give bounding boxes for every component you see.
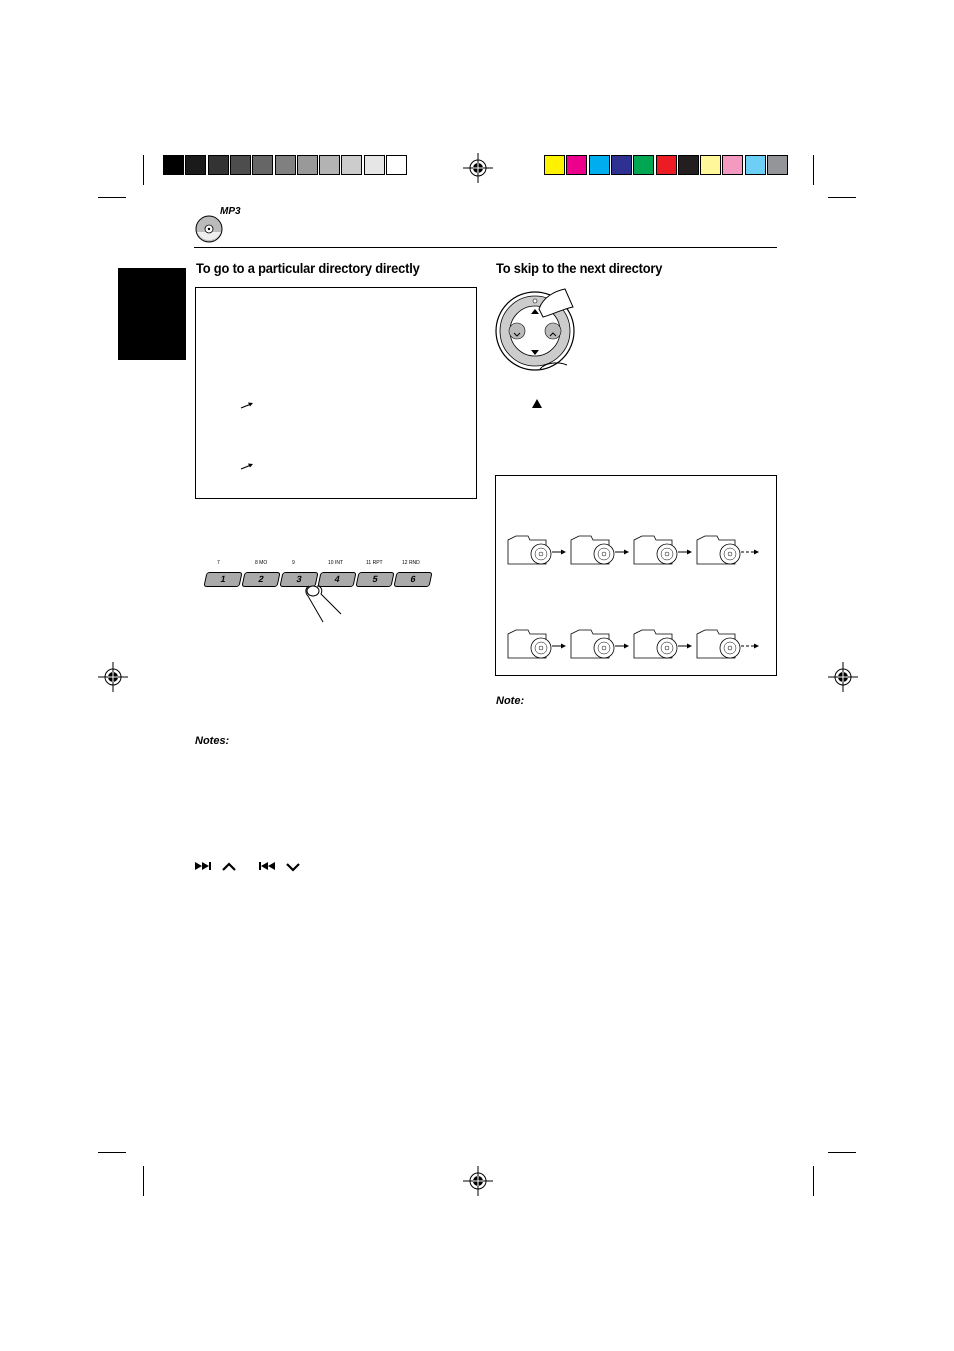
preset-top-label: 12 RND [402, 560, 420, 566]
preset-button-3[interactable]: 3 [279, 572, 318, 587]
left-section-heading: To go to a particular directory directly [196, 260, 420, 276]
color-swatch [566, 155, 587, 175]
preset-top-label: 7 [217, 560, 220, 566]
preset-button-6[interactable]: 6 [393, 572, 432, 587]
notes-label: Notes: [195, 735, 230, 747]
preset-button-1[interactable]: 1 [203, 572, 242, 587]
skip-back-down-icon [259, 860, 305, 874]
control-dial-icon[interactable] [495, 287, 580, 377]
folder-icon [571, 630, 614, 658]
folder-icon [697, 630, 740, 658]
color-swatch [722, 155, 743, 175]
gray-swatch [386, 155, 407, 175]
color-swatch [589, 155, 610, 175]
color-swatch [700, 155, 721, 175]
color-swatch [745, 155, 766, 175]
folder-icon [508, 536, 551, 564]
color-swatch [633, 155, 654, 175]
folder-sequence-icon [506, 628, 768, 664]
gray-swatch [275, 155, 296, 175]
folder-icon [634, 630, 677, 658]
arrow-right-icon [240, 401, 254, 411]
crop-mark [813, 155, 814, 185]
gray-swatch [341, 155, 362, 175]
folder-icon [508, 630, 551, 658]
crop-mark [828, 1152, 856, 1153]
gray-swatch [208, 155, 229, 175]
color-swatch [656, 155, 677, 175]
registration-mark-icon [463, 153, 493, 183]
preset-top-label: 8 MO [255, 560, 268, 566]
color-swatch [767, 155, 788, 175]
gray-swatch [364, 155, 385, 175]
registration-mark-icon [463, 1166, 493, 1196]
preset-top-label: 11 RPT [366, 560, 383, 566]
crop-mark [98, 197, 126, 198]
crop-mark [813, 1166, 814, 1196]
crop-mark [828, 197, 856, 198]
gray-swatch [319, 155, 340, 175]
preset-button-2[interactable]: 2 [241, 572, 280, 587]
preset-top-label: 9 [292, 560, 295, 566]
arrow-right-icon [240, 462, 254, 472]
folder-icon [634, 536, 677, 564]
folder-sequence-icon [506, 534, 768, 570]
gray-swatch [185, 155, 206, 175]
preset-top-label: 10 INT [328, 560, 344, 566]
preset-button-5[interactable]: 5 [355, 572, 394, 587]
folder-icon [571, 536, 614, 564]
skip-forward-up-icon [195, 860, 241, 874]
up-triangle-icon [532, 399, 542, 408]
gray-swatch [297, 155, 318, 175]
language-tab [118, 268, 186, 360]
color-swatch [611, 155, 632, 175]
folder-row [506, 628, 768, 669]
right-section-heading: To skip to the next directory [496, 260, 663, 276]
gray-swatch [230, 155, 251, 175]
header-rule [194, 247, 777, 248]
gray-swatch [252, 155, 273, 175]
registration-mark-icon [828, 662, 858, 692]
preset-button-4[interactable]: 4 [317, 572, 356, 587]
folder-icon [697, 536, 740, 564]
gray-swatch [163, 155, 184, 175]
crop-mark [143, 1166, 144, 1196]
instruction-box [195, 287, 477, 499]
folder-row [506, 534, 768, 575]
mp3-logo-text: MP3 [220, 206, 241, 217]
note-label: Note: [496, 695, 525, 707]
crop-mark [143, 155, 144, 185]
finger-press-icon [303, 584, 347, 624]
crop-mark [98, 1152, 126, 1153]
registration-mark-icon [98, 662, 128, 692]
directory-diagram-box [495, 475, 777, 676]
color-swatch [544, 155, 565, 175]
color-swatch [678, 155, 699, 175]
